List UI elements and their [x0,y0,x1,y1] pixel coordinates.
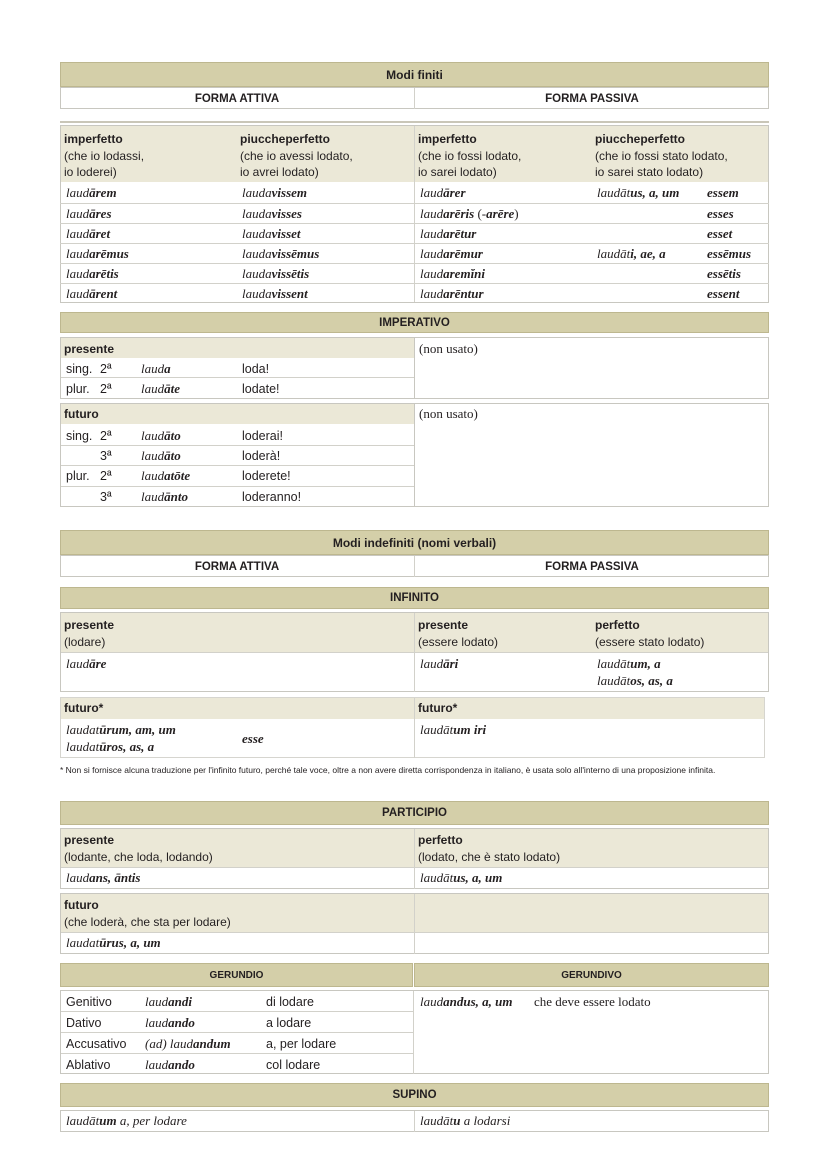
table-row: 3ª laudāto loderà! [100,448,281,463]
imperativo-futuro-head: futuro [64,407,99,421]
infinito-futuro-passivo-form: laudātum iri [420,722,487,737]
imperativo-title: IMPERATIVO [60,312,769,333]
forma-attiva-label: FORMA ATTIVA [194,561,280,573]
table-row: Accusativo (ad) laudandum a, per lodare [66,1036,337,1051]
infinito-presente-passivo-head: presente (essere lodato) [418,618,499,649]
gerundivo-title: GERUNDIVO [414,963,769,987]
table-row: plur. 2ª laudāte lodate! [66,381,280,396]
infinito-perfetto-passivo-form: laudātos, as, a [597,673,673,688]
infinito-presente-attivo-form: laudāre [66,656,107,671]
imperativo-presente-head: presente [64,342,115,356]
non-usato-text: (non usato) [419,341,478,356]
gerundivo-form: laudandus, a, um [420,994,513,1009]
infinito-perfetto-passivo-form: laudātum, a [597,656,661,671]
infinito-futuro-passivo-head: futuro* [418,701,458,715]
participio-presente-form: laudans, āntis [66,870,141,885]
infinito-footnote: * Non si fornisce alcuna traduzione per l'infinito futuro, perché tale voce, oltre a non avere diretta corrispondenza in italiano, è usata solo all'interno di una proposizione infinita. [60,765,716,775]
table-row: laudārent laudavissent laudarēntur essent [66,286,740,301]
participio-presente-head: presente (lodante, che loda, lodando) [64,833,213,864]
infinito-title: INFINITO [60,587,769,609]
table-row: laudarētis laudavissētis laudaremĭni essētis [66,266,741,281]
supino-title: SUPINO [60,1083,769,1107]
imperfetto-attivo-head: imperfetto (che io lodassi, io loderei) [64,132,145,179]
modi-finiti-title: Modi finiti [60,62,769,87]
infinito-futuro-attivo-form: laudatūros, as, a [66,739,155,754]
infinito-futuro-attivo-head: futuro* [64,701,104,715]
modi-indefiniti-title: Modi indefiniti (nomi verbali) [60,530,769,555]
gerundio-title: GERUNDIO [60,963,413,987]
gerundivo-translation: che deve essere lodato [534,994,651,1009]
supino-passivo: laudātu a lodarsi [420,1113,511,1128]
participio-futuro-form: laudatūrus, a, um [66,935,161,950]
forma-passiva-label: FORMA PASSIVA [545,561,639,573]
table-row: Dativo laudando a lodare [66,1015,312,1030]
table-row: laudāret laudavisset laudarētur esset [66,226,733,241]
forma-attiva-label: FORMA ATTIVA [194,93,280,105]
infinito-presente-passivo-form: laudāri [420,656,459,671]
participio-futuro-head: futuro (che loderà, che sta per lodare) [64,898,231,929]
table-row: laudāres laudavisses laudarēris (-arēre) esses [66,206,734,221]
infinito-futuro-attivo-form: laudatūrum, am, um [66,722,176,737]
non-usato-text: (non usato) [419,406,478,421]
table-row: Ablativo laudando col lodare [66,1057,321,1072]
table-row: 3ª laudānto loderanno! [100,489,302,504]
table-row: sing. 2ª lauda loda! [66,361,270,376]
section-rule [60,121,769,123]
forma-passiva-label: FORMA PASSIVA [545,93,639,105]
participio-perfetto-form: laudātus, a, um [420,870,503,885]
supino-attivo: laudātum a, per lodare [66,1113,187,1128]
congiuntivo-rows [60,183,769,303]
table-row: laudārem laudavissem laudārer laudātus, a, um essem [66,185,739,200]
table-row: sing. 2ª laudāto loderai! [66,428,283,443]
infinito-presente-attivo-head: presente (lodare) [64,618,115,649]
infinito-perfetto-passivo-head: perfetto (essere stato lodato) [595,618,705,649]
table-row: Genitivo laudandi di lodare [66,994,314,1009]
piuccheperfetto-attivo-head: piuccheperfetto (che io avessi lodato, io avrei lodato) [240,132,353,179]
table-row: plur. 2ª laudatōte loderete! [66,468,291,483]
piuccheperfetto-passivo-head: piuccheperfetto (che io fossi stato lodato, io sarei stato lodato) [595,132,728,179]
infinito-futuro-esse: esse [242,731,264,746]
imperfetto-passivo-head: imperfetto (che io fossi lodato, io sarei lodato) [418,132,522,179]
participio-perfetto-head: perfetto (lodato, che è stato lodato) [418,833,561,864]
participio-title: PARTICIPIO [60,801,769,825]
table-row: laudarēmus laudavissēmus laudarēmur laudāti, ae, a essēmus [66,246,752,261]
